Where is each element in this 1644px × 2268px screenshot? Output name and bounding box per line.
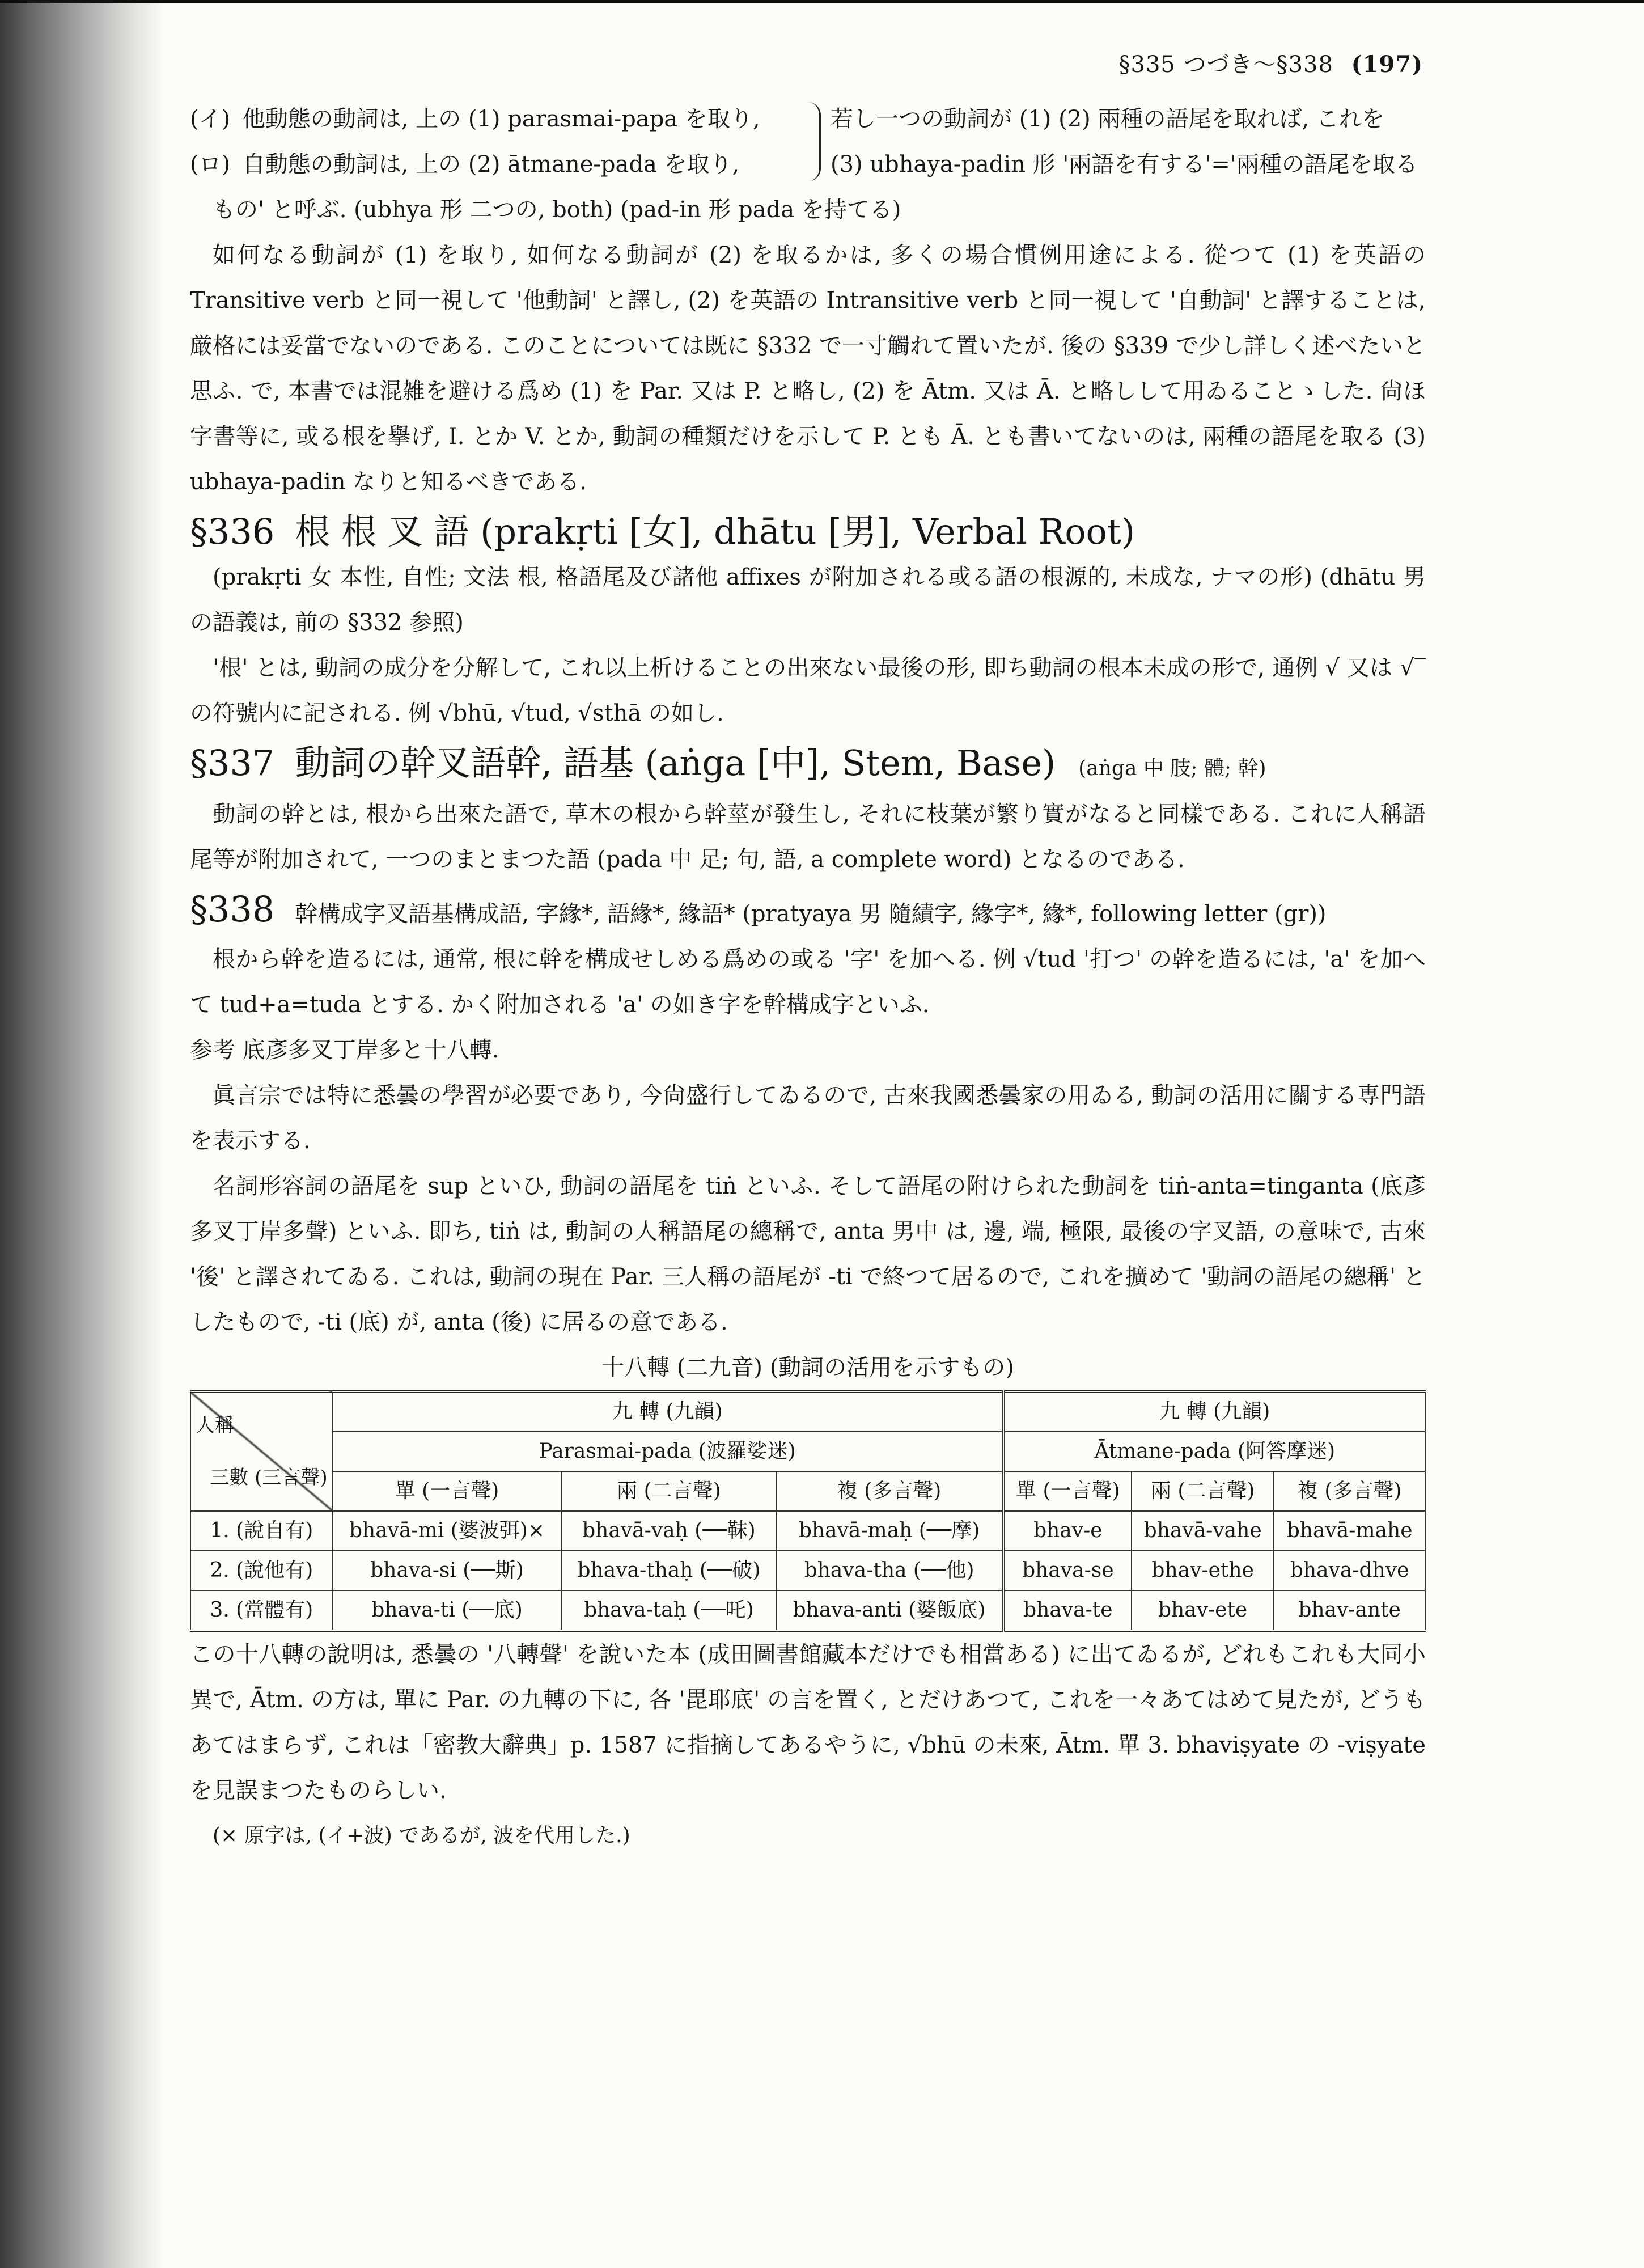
section-note: (aṅga 中 肢; 體; 幹) (1078, 757, 1266, 780)
variant-right-line: 若し一つの動詞が (1) (2) 兩種の語尾を取れば, これを (831, 106, 1384, 132)
group-header: 九 轉 (九韻) (333, 1391, 1003, 1432)
table-cell: bhav-ete (1132, 1590, 1274, 1631)
section-heading-338 (190, 887, 1426, 937)
footnote: (× 原字は, (イ+波) であるが, 波を代用した.) (213, 1824, 630, 1847)
section-body: 根から幹を造るには, 通常, 根に幹を構成せしめる爲めの或る '字' を加へる. 例 √tud '打つ' の幹を造るには, 'a' を加へて tud+a=tuda とする. かく附加される 'a' の如き字を幹構成字といふ. (190, 946, 1426, 1018)
table-row (190, 1511, 1425, 1551)
column-header: 複 (多言聲) (1274, 1471, 1425, 1511)
section-note: (prakṛti 女 本性, 自性; 文法 根, 格語尾及び諸他 affixes が附加される或る語の根源的, 未成な, ナマの形) (dhātu 男 の語義は, 前の §332 参照) (190, 564, 1426, 636)
brace-mark (808, 102, 821, 181)
column-header: 兩 (二言聲) (561, 1471, 776, 1511)
conjugation-table (190, 1390, 1426, 1632)
table-cell: bhava-ti (──底) (333, 1590, 562, 1631)
table-cell: bhavā-vahe (1132, 1511, 1274, 1551)
corner-bottom-label: 三數 (三言聲) (210, 1466, 328, 1489)
table-cell: bhav-ante (1274, 1590, 1425, 1631)
variant-label: (ロ) (190, 151, 231, 177)
variant-block (190, 96, 1426, 187)
section-number: §337 (190, 742, 275, 784)
variant-label: (イ) (190, 106, 231, 132)
table-cell: bhavā-mahe (1274, 1511, 1425, 1551)
page-content (190, 96, 1426, 1859)
section-paragraph: 名詞形容詞の語尾を sup といひ, 動詞の語尾を tiṅ といふ. そして語尾の附けられた動詞を tiṅ-anta=tinganta (底彥多叉丁岸多聲) といふ. 即ち, tiṅ は, 動詞の人稱語尾の總稱で, anta 男中 は, 邊, 端, 極限, 最後の字叉語, の意味で, 古來 '後' と譯されてゐる. これは, 動詞の現在 Par. 三人稱の語尾が -ti で終つて居るので, これを擴めて '動詞の語尾の總稱' としたもので, -ti (底) が, anta (後) に居るの意である. (190, 1173, 1426, 1335)
table-cell: bhav-e (1003, 1511, 1132, 1551)
table-cell: bhava-se (1003, 1551, 1132, 1590)
voice-header: Parasmai-pada (波羅娑迷) (333, 1432, 1003, 1471)
section-range: §335 つづき～§338 (1118, 52, 1333, 78)
column-header: 單 (一言聲) (333, 1471, 562, 1511)
person-cell: 3. (當體有) (190, 1590, 333, 1631)
table-cell: bhava-anti (婆飯底) (776, 1590, 1003, 1631)
variant-right-line: (3) ubhaya-padin 形 '兩語を有する'='兩種の語尾を取る (831, 151, 1418, 177)
group-header: 九 轉 (九韻) (1003, 1391, 1425, 1432)
table-row (190, 1471, 1425, 1511)
section-body: 動詞の幹とは, 根から出來た語で, 草木の根から幹莖が發生し, それに枝葉が繁り實がなると同樣である. これに人稱語尾等が附加されて, 一つのまとまつた語 (pada 中 足; 句, 語, a complete word) となるのである. (190, 801, 1426, 873)
closing-paragraph: この十八轉の說明は, 悉曇の '八轉聲' を說いた本 (成田圖書館藏本だけでも相當ある) に出てゐるが, どれもこれも大同小異で, Ātm. の方は, 單に Par. の九轉の下に, 各 '毘耶底' の言を置く, とだけあつて, これを一々あてはめて見たが, どうもあてはまらず, これは「密教大辭典」p. 1587 に指摘してあるやうに, √bhū の未來, Ātm. 單 3. bhaviṣyate の -viṣyate を見誤まつたものらしい. (190, 1641, 1426, 1804)
section-paragraph: 眞言宗では特に悉曇の學習が必要であり, 今尙盛行してゐるので, 古來我國悉曇家の用ゐる, 動詞の活用に關する専門語を表示する. (190, 1082, 1426, 1154)
section-title: 根 根 叉 語 (prakṛti [女], dhātu [男], Verbal Root) (295, 511, 1135, 552)
table-cell: bhava-thaḥ (──破) (561, 1551, 776, 1590)
reference-note: 参考 底彥多叉丁岸多と十八轉. (190, 1037, 499, 1063)
section-heading-337 (190, 741, 1426, 792)
section-heading-336 (190, 509, 1426, 555)
table-row (190, 1432, 1425, 1471)
intro-continuation: もの' と呼ぶ. (ubhya 形 二つの, both) (pad-in 形 pada を持てる) (213, 197, 901, 223)
page-number: (197) (1351, 51, 1423, 78)
table-corner (190, 1391, 333, 1511)
table-cell: bhava-taḥ (──吒) (561, 1590, 776, 1631)
table-cell: bhava-dhve (1274, 1551, 1425, 1590)
corner-top-label: 人稱 (196, 1414, 234, 1437)
section-number: §336 (190, 511, 275, 552)
top-rule (0, 0, 1644, 3)
running-header (1119, 46, 1423, 79)
page-spine-shadow (0, 0, 164, 2268)
column-header: 複 (多言聲) (776, 1471, 1003, 1511)
usage-paragraph: 如何なる動詞が (1) を取り, 如何なる動詞が (2) を取るかは, 多くの場合慣例用途による. 從つて (1) を英語の Transitive verb と同一視して '他動詞' と譯し, (2) を英語の Intransitive verb と同一視して '自動詞' と譯することは, 厳格には妥當でないのである. このことについては既に §332 で一寸觸れて置いたが. 後の §339 で少し詳しく述べたいと思ふ. で, 本書では混雑を避ける爲め (1) を Par. 又は P. と略し, (2) を Ātm. 又は Ā. と略しして用ゐることゝした. 尙ほ字書等に, 或る根を擧げ, I. とか V. とか, 動詞の種類だけを示して P. とも Ā. とも書いてないのは, 兩種の語尾を取る (3) ubhaya-padin なりと知るべきである. (190, 242, 1426, 495)
person-cell: 2. (說他有) (190, 1551, 333, 1590)
section-body: '根' とは, 動詞の成分を分解して, これ以上析けることの出來ない最後の形, 即ち動詞の根本未成の形で, 通例 √ 又は √‾ の符號内に記される. 例 √bhū, √tud, √sthā の如し. (190, 655, 1426, 726)
table-cell: bhavā-mi (婆波弭)× (333, 1511, 562, 1551)
table-row (190, 1590, 1425, 1631)
table-cell: bhava-tha (──他) (776, 1551, 1003, 1590)
table-cell: bhavā-maḥ (──摩) (776, 1511, 1003, 1551)
variant-text: 他動態の動詞は, 上の (1) parasmai-papa を取り, (242, 106, 760, 132)
voice-header: Ātmane-pada (阿答摩迷) (1003, 1432, 1425, 1471)
section-title: 動詞の幹叉語幹, 語基 (aṅga [中], Stem, Base) (295, 742, 1056, 784)
column-header: 單 (一言聲) (1003, 1471, 1132, 1511)
column-header: 兩 (二言聲) (1132, 1471, 1274, 1511)
table-cell: bhava-te (1003, 1590, 1132, 1631)
person-cell: 1. (說自有) (190, 1511, 333, 1551)
table-cell: bhavā-vaḥ (──靺) (561, 1511, 776, 1551)
table-cell: bhav-ethe (1132, 1551, 1274, 1590)
table-row (190, 1551, 1425, 1590)
section-number: §338 (190, 888, 275, 930)
table-row (190, 1391, 1425, 1432)
section-title: 幹構成字叉語基構成語, 字緣*, 語緣*, 緣語* (pratyaya 男 隨績字, 緣字*, 緣*, following letter (gr)) (295, 901, 1327, 927)
table-caption: 十八轉 (二九音) (動詞の活用を示すもの) (601, 1355, 1014, 1381)
table-cell: bhava-si (──斯) (333, 1551, 562, 1590)
variant-text: 自動態の動詞は, 上の (2) ātmane-pada を取り, (242, 151, 740, 177)
